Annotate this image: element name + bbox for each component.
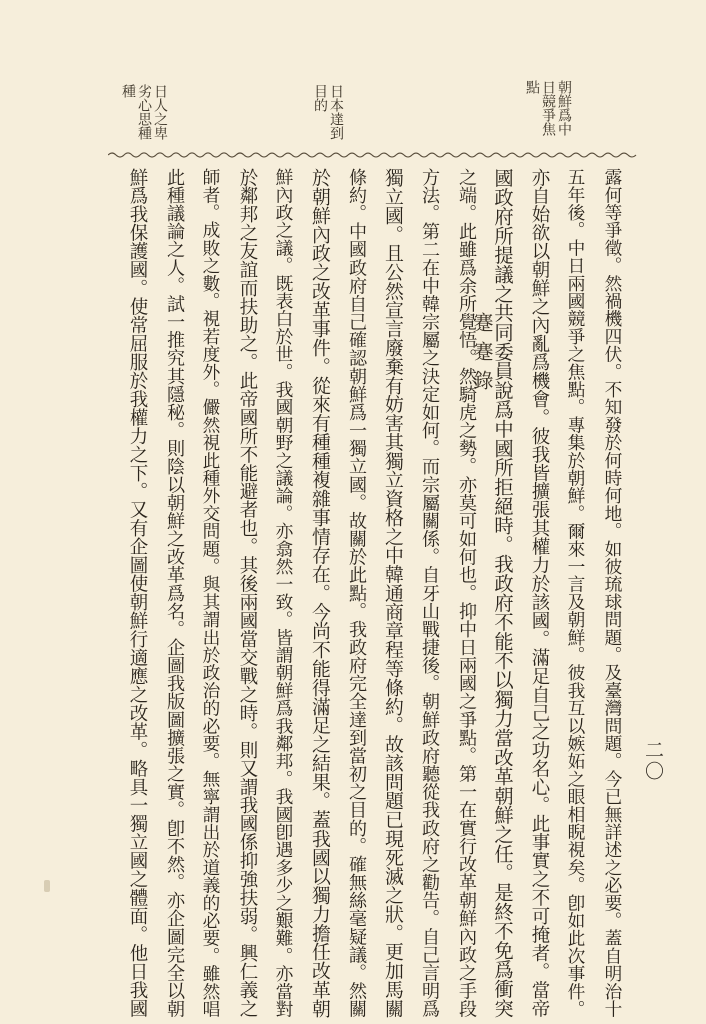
margin-note-1-line-2: 日競爭焦 — [540, 80, 556, 136]
margin-note-3 — [120, 84, 168, 140]
margin-note-2-line-2: 目的 — [312, 84, 328, 112]
margin-note-1-line-1: 朝鮮爲中 — [556, 80, 572, 136]
body-column-5: 之端。此雖爲余所覺悟。然騎虎之勢。亦莫可如何也。抑中日兩國之爭點。第一在實行改革朝鮮內政之手段 — [456, 168, 477, 1018]
body-column-6: 方法。第二在中韓宗屬之決定如何。而宗屬關係。自牙山戰捷後。朝鮮政府聽從我政府之勸告。自己言明爲 — [419, 168, 440, 1018]
body-column-14: 鮮爲我保護國。使常屈服於我權力之下。又有企圖使朝鮮行適應之改革。略具一獨立國之體面。他日我國 — [127, 168, 148, 1018]
margin-note-3-line-2: 劣心思種 — [136, 84, 152, 140]
body-column-1: 露何等爭徵。然禍機四伏。不知發於何時何地。如彼琉球問題。及臺灣問題。今已無詳述之必要。蓋自明治十 — [602, 168, 622, 1018]
body-column-12: 師者。成敗之數。視若度外。儼然視此種外交問題。與其謂出於政治的必要。無寧謂出於道義的必要。雖然唱 — [200, 168, 220, 1018]
margin-note-1-line-3: 點 — [524, 80, 540, 94]
body-column-3: 亦自始欲以朝鮮之內亂爲機會。彼我皆擴張其權力於該國。滿足自己之功名心。此事實之不可掩者。當帝 — [529, 168, 550, 1018]
body-column-2: 五年後。中日兩國競爭之焦點。專集於朝鮮。爾來一言及朝鮮。彼我互以嫉妬之眼相睨視矣。卽如此次事件。 — [565, 168, 585, 1018]
body-column-13: 此種議論之人。試一推究其隱秘。則陰以朝鮮之改革爲名。企圖我版圖擴張之實。卽不然。亦企圖完全以朝 — [164, 168, 185, 1018]
page-edge-mark — [44, 880, 50, 892]
body-column-10: 鮮內政之議。既表白於世。我國朝野之議論。亦翕然一致。皆謂朝鮮爲我鄰邦。我國卽遇多少之艱難。亦當對 — [273, 168, 293, 1018]
margin-note-2-line-1: 日本達到 — [328, 84, 344, 140]
body-column-7: 獨立國。且公然宣言廢棄有妨害其獨立資格之中韓通商章程等條約。故該問題已現死滅之狀。更加馬關 — [382, 168, 404, 1018]
margin-note-2 — [312, 84, 344, 140]
margin-note-1 — [524, 80, 572, 136]
body-column-8: 條約。中國政府自己確認朝鮮爲一獨立國。故關於此點。我政府完全達到當初之目的。確無絲毫疑議。然關 — [346, 168, 367, 1018]
body-column-9: 於朝鮮內政之改革事件。從來有種種複雜事情存在。今尚不能得滿足之結果。蓋我國以獨力擔任改革朝 — [309, 168, 331, 1018]
margin-note-3-line-1: 日人之卑 — [152, 84, 168, 140]
body-column-11: 於鄰邦之友誼而扶助之。此帝國所不能避者也。其後兩國當交戰之時。則又謂我國係抑強扶弱。興仁義之 — [237, 168, 258, 1018]
page-number: 二〇 — [642, 740, 664, 782]
body-column-4: 國政府所提議之共同委員說爲中國所拒絕時。我政府不能不以獨力當改革朝鮮之任。是終不免爲衝突 — [491, 168, 514, 1018]
running-header-title: 蹇蹇錄 — [470, 312, 494, 399]
margin-note-3-line-3: 種 — [120, 84, 136, 98]
wavy-divider — [108, 150, 638, 160]
